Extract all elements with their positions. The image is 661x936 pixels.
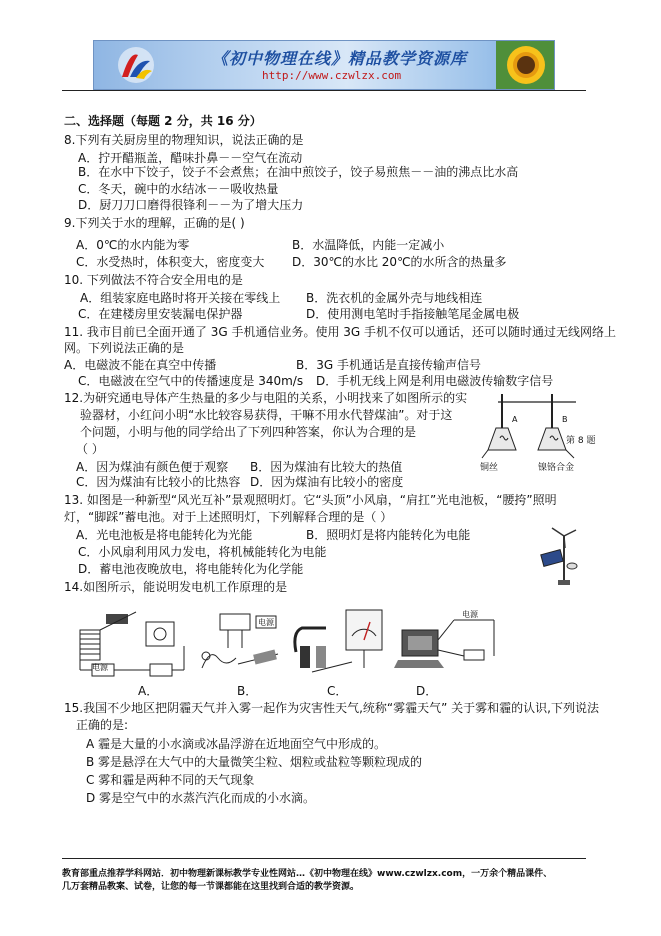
q12-stem-line3: 个问题，小明与他的同学给出了下列四种答案，你认为合理的是 [80,425,417,439]
site-url: http://www.czwlzx.com [262,69,402,82]
q10-option-a: A．组装家庭电路时将开关接在零线上 [80,291,281,305]
q14-stem: 14.如图所示，能说明发电机工作原理的是 [64,580,288,594]
q12-stem-line2: 验器材，小红问小明“水比较容易获得，干嘛不用水代替煤油”。对于这 [80,408,453,422]
q13-wind-solar-lamp-figure [538,526,588,586]
q13-option-b: B．照明灯是将内能转化为电能 [306,528,471,542]
q12-fig-mark-b: B [562,415,568,424]
q12-fig-wire-a: 铜丝 [480,463,499,473]
q12-option-b: B．因为煤油有比较大的热值 [250,460,403,474]
q14-label-b: B． [237,684,258,698]
q15-option-b: B 雾是悬浮在大气中的大量微笑尘粒、烟粒或盐粒等颗粒现成的 [86,755,423,769]
header-rule [62,90,586,91]
q13-option-d: D．蓄电池夜晚放电，将电能转化为化学能 [78,562,304,576]
q14-label-d: D． [416,684,438,698]
q12-stem-line1: 12.为研究通电导体产生热量的多少与电阻的关系，小明找来了如图所示的实 [64,391,468,405]
footer-rule [62,858,586,859]
q12-flask-figure [478,392,588,460]
q14-label-a: A． [138,684,159,698]
q8-option-c: C．冬天，碗中的水结冰－－吸收热量 [78,182,279,196]
q11-option-b: B．3G 手机通话是直接传输声信号 [296,358,481,372]
q12-option-a: A．因为煤油有颜色便于观察 [76,460,229,474]
q11-stem-line2: 网。下列说法正确的是 [64,341,185,355]
site-title: 《初中物理在线》精品教学资源库 [212,49,468,68]
q10-stem: 10. 下列做法不符合安全用电的是 [64,273,243,287]
site-logo-icon [116,45,156,85]
footer-line2: 几万套精品教案、试卷，让您的每一节课都能在这里找到合适的教学资源。 [62,882,360,892]
q8-stem: 8.下列有关厨房里的物理知识，说法正确的是 [64,133,304,147]
q14-fig-a-power-label: 电源 [92,663,108,672]
header-banner [93,40,555,90]
q8-option-d: D．厨刀刀口磨得很锋利－－为了增大压力 [78,198,304,212]
q8-option-b: B．在水中下饺子，饺子不会煮焦；在油中煎饺子，饺子易煎焦－－油的沸点比水高 [78,165,519,179]
q12-option-d: D．因为煤油有比较小的密度 [250,475,404,489]
q13-option-c: C．小风扇利用风力发电，将机械能转化为电能 [78,545,327,559]
q14-figure-d [394,610,498,672]
q14-label-c: C． [327,684,348,698]
q12-option-c: C．因为煤油有比较小的比热容 [76,475,241,489]
q13-stem-line1: 13. 如图是一种新型“风光互补”景观照明灯。它“头顶”小风扇，“肩扛”光电池板，“腰挎”照明 [64,493,557,507]
q11-option-d: D．手机无线上网是利用电磁波传输数字信号 [316,374,554,388]
q8-option-a: A．拧开醋瓶盖，醋味扑鼻－－空气在流动 [78,151,303,165]
q10-option-d: D．使用测电笔时手指接触笔尾金属电极 [306,307,520,321]
q13-stem-line2: 灯，“脚踩”蓄电池。对于上述照明灯，下列解释合理的是（ ） [64,510,393,524]
q9-option-d: D．30℃的水比 20℃的水所含的热量多 [292,255,507,269]
sunflower-icon [496,41,554,89]
q14-fig-b-power-label: 电源 [258,618,274,627]
section-title: 二、选择题（每题 2 分，共 16 分） [64,114,262,128]
q15-stem-line2: 正确的是: [76,718,129,732]
q13-option-a: A．光电池板是将电能转化为光能 [76,528,253,542]
q11-option-a: A．电磁波不能在真空中传播 [64,358,217,372]
q12-fig-wire-b: 镍铬合金 [538,463,575,473]
footer-line1: 教育部重点推荐学科网站．初中物理新课标教学专业性网站…《初中物理在线》www.czwlzx.com，一万余个精品课件、 [62,869,553,879]
q9-option-b: B．水温降低，内能一定减小 [292,238,445,252]
q15-option-d: D 雾是空气中的水蒸汽汽化而成的小水滴。 [86,791,316,805]
q11-option-c: C．电磁波在空气中的传播速度是 340m/s [78,374,304,388]
q12-stem-line4: （ ） [76,442,104,456]
q9-stem: 9.下列关于水的理解，正确的是( ) [64,216,245,230]
q10-option-b: B．洗衣机的金属外壳与地线相连 [306,291,483,305]
q14-figure-c [290,606,386,678]
q9-option-a: A．0℃的水内能为零 [76,238,190,252]
q12-fig-mark-a: A [512,415,518,424]
q15-stem-line1: 15.我国不少地区把阴霾天气并入雾一起作为灾害性天气,统称“雾霾天气” 关于雾和霾的认识,下列说法 [64,701,599,715]
q15-option-c: C 雾和霾是两种不同的天气现象 [86,773,255,787]
q12-figure-label: 第 8 题 [566,436,596,446]
q15-option-a: A 霾是大量的小水滴或冰晶浮游在近地面空气中形成的。 [86,737,387,751]
q9-option-c: C．水受热时，体积变大，密度变大 [76,255,265,269]
q11-stem-line1: 11. 我市目前已全面开通了 3G 手机通信业务。使用 3G 手机不仅可以通话，还可以随时通过无线网络上 [64,325,617,339]
q14-fig-d-power-label: 电源 [462,610,478,619]
footer [62,868,552,894]
q10-option-c: C．在建楼房里安装漏电保护器 [78,307,243,321]
